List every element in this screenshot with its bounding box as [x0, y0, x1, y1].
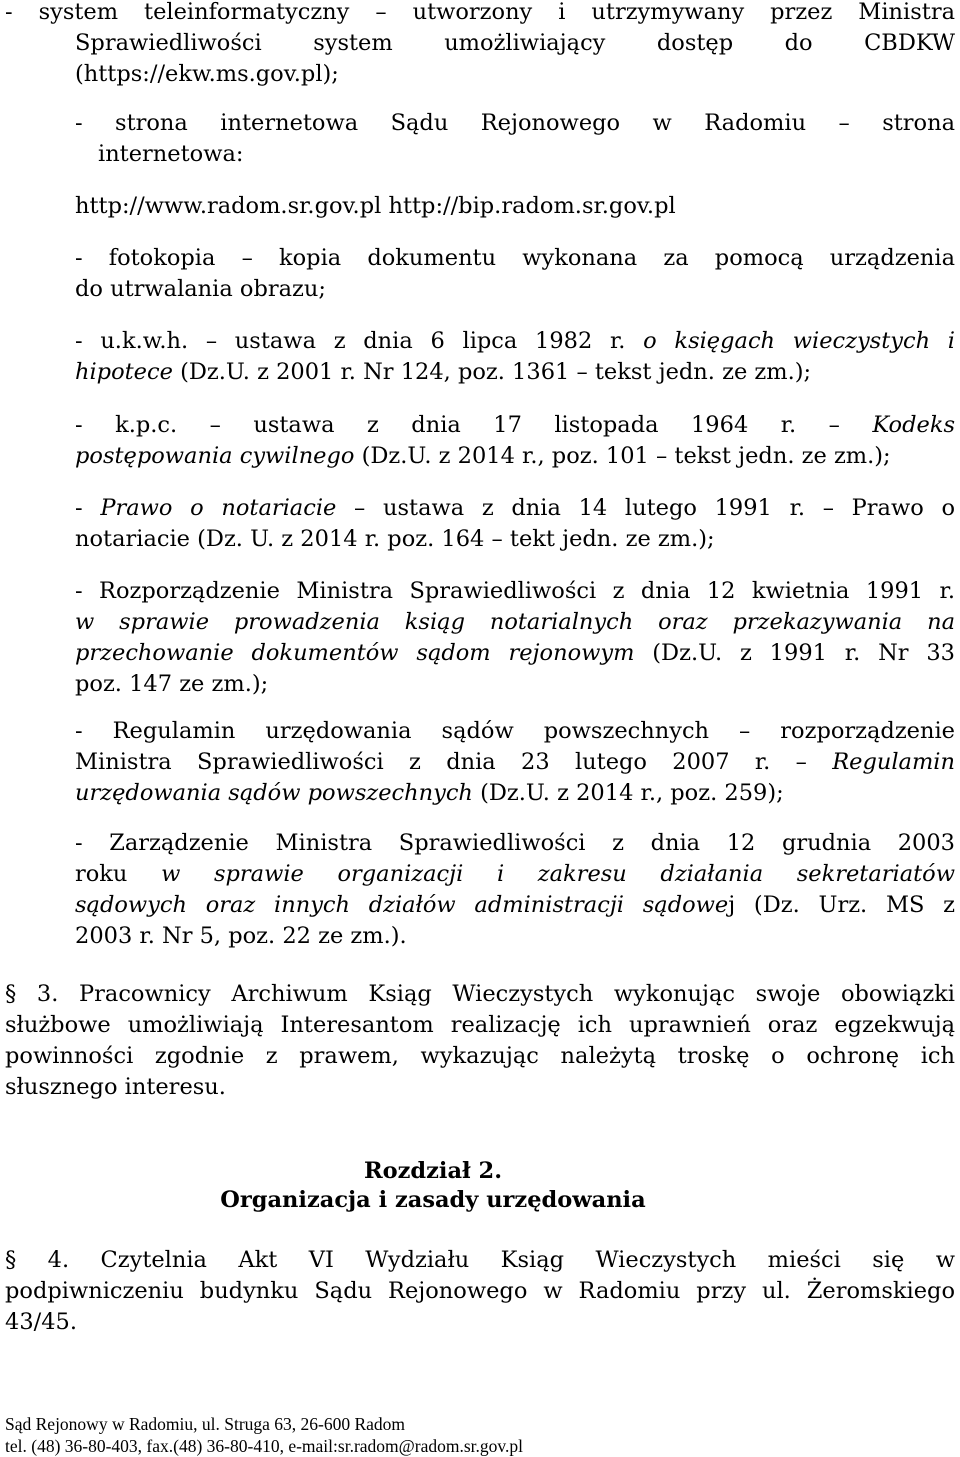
- text-line: służbowe umożliwiają Interesantom realizację ich uprawnień oraz egzekwują: [5, 1012, 955, 1038]
- definition-item: [75, 108, 955, 170]
- text-line: - Rozporządzenie Ministra Sprawiedliwości z dnia 12 kwietnia 1991 r.: [75, 578, 955, 604]
- text-line: przechowanie dokumentów sądom rejonowym (Dz.U. z 1991 r. Nr 33: [75, 640, 955, 666]
- definition-item: [75, 716, 955, 809]
- url-text: http://www.radom.sr.gov.pl http://bip.radom.sr.gov.pl: [75, 193, 676, 219]
- text-line: (https://ekw.ms.gov.pl);: [75, 61, 339, 87]
- text-line: - u.k.w.h. – ustawa z dnia 6 lipca 1982 r. o księgach wieczystych i: [75, 328, 955, 354]
- definition-item: [75, 828, 955, 952]
- page-footer: [5, 1413, 955, 1457]
- text-line: do utrwalania obrazu;: [75, 276, 326, 302]
- text-line: roku w sprawie organizacji i zakresu działania sekretariatów: [75, 861, 955, 887]
- text-line: w sprawie prowadzenia ksiąg notarialnych oraz przekazywania na: [75, 609, 955, 635]
- paragraph-4: [5, 1245, 955, 1338]
- text-line: poz. 147 ze zm.);: [75, 671, 269, 697]
- chapter-subtitle: Organizacja i zasady urzędowania: [220, 1187, 646, 1213]
- definition-item: [5, 0, 955, 28]
- text-line: Ministra Sprawiedliwości z dnia 23 lutego 2007 r. – Regulamin: [75, 749, 955, 775]
- text-line: - Regulamin urzędowania sądów powszechnych – rozporządzenie: [75, 718, 955, 744]
- text-line: Sprawiedliwości system umożliwiający dostęp do CBDKW: [75, 30, 955, 56]
- text-line: postępowania cywilnego (Dz.U. z 2014 r., poz. 101 – tekst jedn. ze zm.);: [75, 443, 891, 469]
- text-line: - k.p.c. – ustawa z dnia 17 listopada 1964 r. – Kodeks: [75, 412, 955, 438]
- footer-contact: tel. (48) 36-80-403, fax.(48) 36-80-410, e-mail:sr.radom@radom.sr.gov.pl: [5, 1436, 523, 1456]
- definition-item: [75, 326, 955, 388]
- text-line: - strona internetowa Sądu Rejonowego w Radomiu – strona: [75, 110, 955, 136]
- section-sign-icon: §: [5, 1247, 17, 1273]
- text-line: podpiwniczeniu budynku Sądu Rejonowego w Radomiu przy ul. Żeromskiego: [5, 1278, 955, 1304]
- chapter-title: Rozdział 2.: [363, 1158, 503, 1184]
- text-line: notariacie (Dz. U. z 2014 r. poz. 164 – tekt jedn. ze zm.);: [75, 526, 715, 552]
- website-urls: [75, 191, 955, 222]
- section-sign-icon: §: [5, 981, 17, 1007]
- text-line: § 3. Pracownicy Archiwum Ksiąg Wieczystych wykonując swoje obowiązki: [5, 979, 955, 1010]
- footer-address: Sąd Rejonowy w Radomiu, ul. Struga 63, 26-600 Radom: [5, 1414, 406, 1434]
- text-line: 43/45.: [5, 1309, 77, 1335]
- text-line: - fotokopia – kopia dokumentu wykonana za pomocą urządzenia: [75, 245, 955, 271]
- text-line: - Prawo o notariacie – ustawa z dnia 14 lutego 1991 r. – Prawo o: [75, 495, 956, 521]
- text-line: słusznego interesu.: [5, 1074, 226, 1100]
- definition-item-continuation: [75, 28, 955, 90]
- text-line: - system teleinformatyczny – utworzony i utrzymywany przez Ministra: [5, 0, 955, 25]
- paragraph-3: [5, 979, 955, 1103]
- text-line: hipotece (Dz.U. z 2001 r. Nr 124, poz. 1361 – tekst jedn. ze zm.);: [75, 359, 812, 385]
- text-line: § 4. Czytelnia Akt VI Wydziału Ksiąg Wieczystych mieści się w: [5, 1245, 955, 1276]
- text-line: urzędowania sądów powszechnych (Dz.U. z 2014 r., poz. 259);: [75, 780, 784, 806]
- definition-item: [75, 493, 955, 555]
- text-line: powinności zgodnie z prawem, wykazując należytą troskę o ochronę ich: [5, 1043, 955, 1069]
- definition-item: [75, 576, 955, 700]
- text-line: internetowa:: [98, 141, 244, 167]
- text-line: - Zarządzenie Ministra Sprawiedliwości z dnia 12 grudnia 2003: [75, 830, 955, 856]
- text-line: 2003 r. Nr 5, poz. 22 ze zm.).: [75, 923, 407, 949]
- definition-item: [75, 243, 955, 305]
- definition-item: [75, 410, 955, 472]
- text-line: sądowych oraz innych działów administracji sądowej (Dz. Urz. MS z: [75, 892, 955, 918]
